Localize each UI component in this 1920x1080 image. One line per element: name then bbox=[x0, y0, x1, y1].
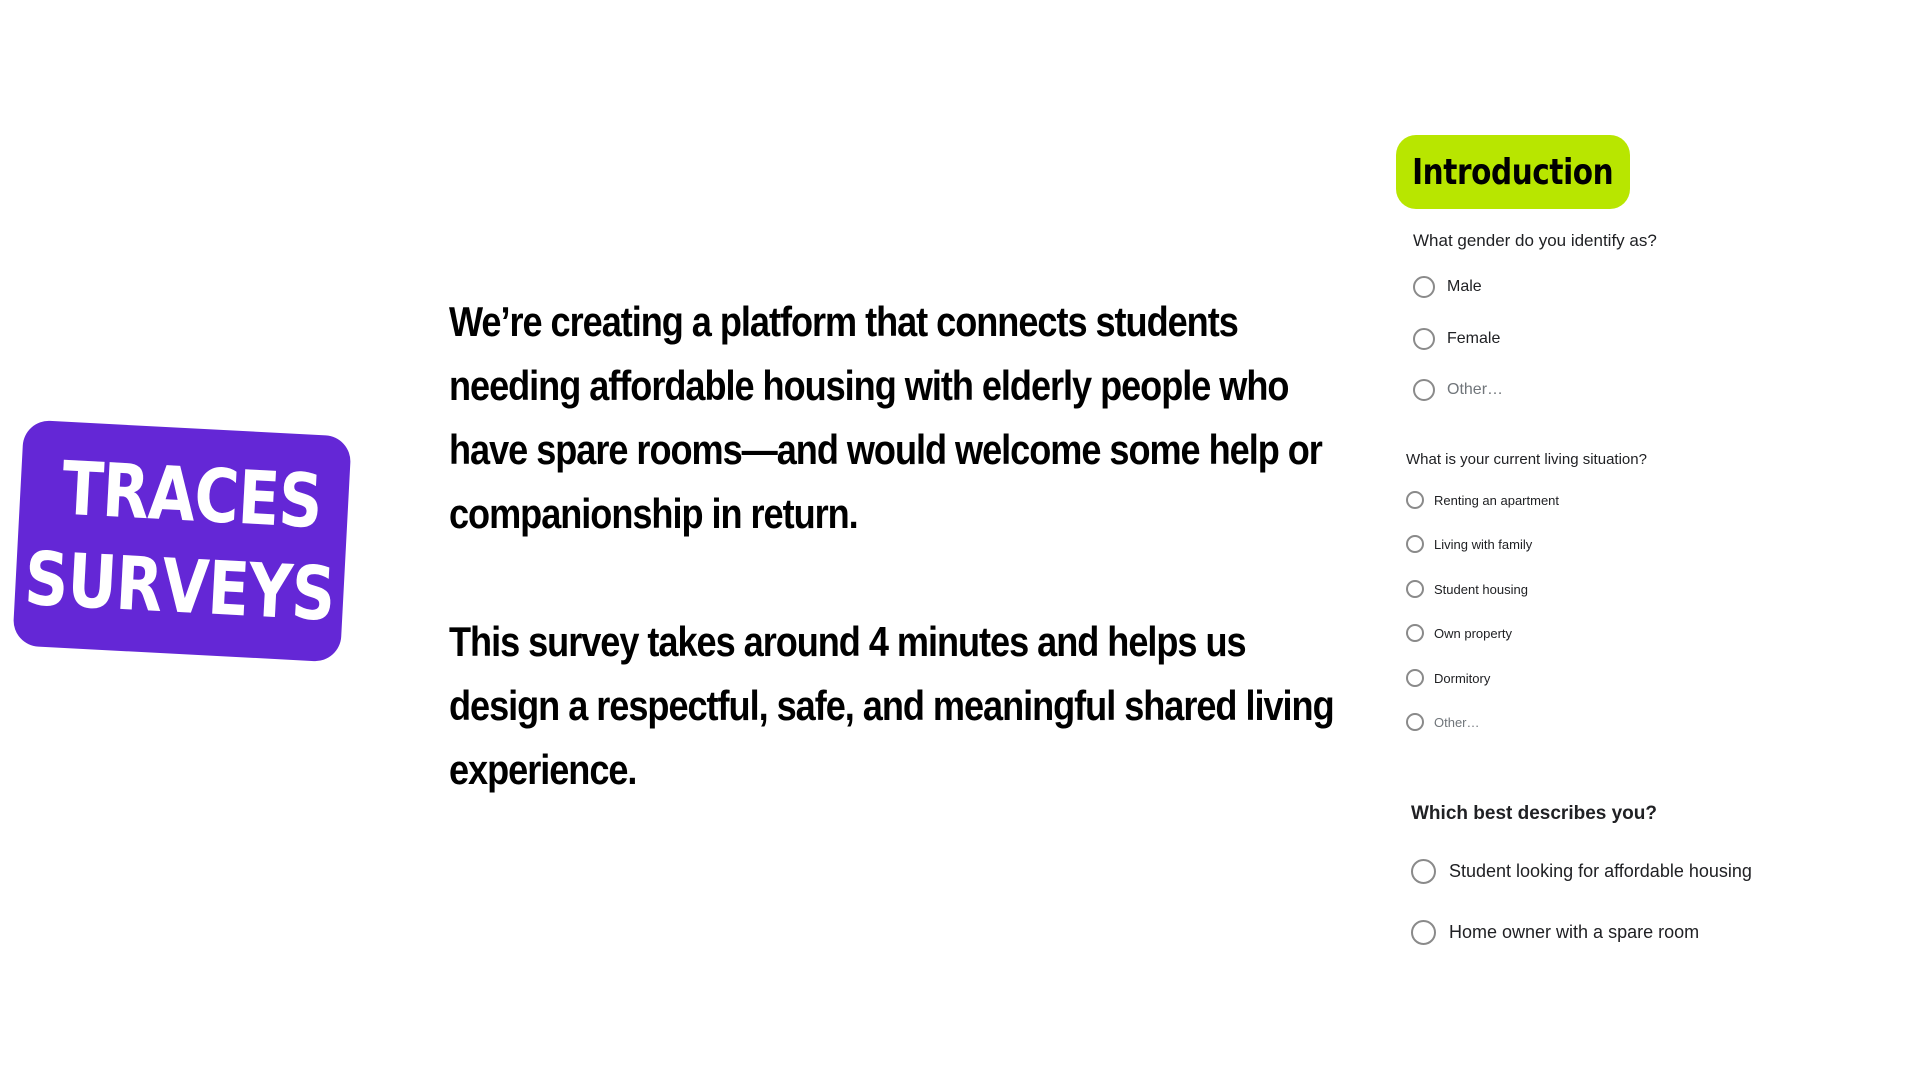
radio-button-icon[interactable] bbox=[1406, 624, 1424, 642]
option-label: Other… bbox=[1447, 381, 1504, 398]
question-describes-you: Which best describes you? bbox=[1411, 803, 1657, 824]
section-label-introduction bbox=[1396, 135, 1630, 209]
option-living-own-property[interactable] bbox=[1406, 624, 1512, 642]
option-living-dormitory[interactable] bbox=[1406, 669, 1490, 687]
option-label: Student housing bbox=[1434, 581, 1528, 597]
logo-line-surveys: SURVEYS bbox=[22, 535, 337, 638]
radio-button-icon[interactable] bbox=[1413, 328, 1435, 350]
radio-button-icon[interactable] bbox=[1406, 713, 1424, 731]
traces-surveys-logo bbox=[12, 420, 351, 663]
option-label: Renting an apartment bbox=[1434, 492, 1560, 508]
radio-button-icon[interactable] bbox=[1411, 920, 1436, 945]
radio-button-icon[interactable] bbox=[1406, 580, 1424, 598]
intro-paragraph-platform: We’re creating a platform that connects students needing affordable housing with elderly people who have spare rooms—and would welcome some help or companionship in return. bbox=[449, 298, 1322, 537]
option-role-student[interactable] bbox=[1411, 859, 1752, 884]
radio-button-icon[interactable] bbox=[1406, 535, 1424, 553]
radio-button-icon[interactable] bbox=[1406, 491, 1424, 509]
option-label: Other… bbox=[1434, 714, 1480, 730]
option-gender-male[interactable] bbox=[1413, 276, 1482, 298]
radio-button-icon[interactable] bbox=[1413, 379, 1435, 401]
option-label: Female bbox=[1447, 330, 1501, 347]
question-gender: What gender do you identify as? bbox=[1413, 231, 1657, 250]
option-living-other[interactable] bbox=[1406, 713, 1480, 731]
option-label: Dormitory bbox=[1434, 670, 1491, 686]
radio-button-icon[interactable] bbox=[1406, 669, 1424, 687]
option-gender-female[interactable] bbox=[1413, 328, 1500, 350]
section-label-text: Introduction bbox=[1412, 151, 1614, 193]
question-living-situation: What is your current living situation? bbox=[1406, 451, 1647, 468]
option-label: Male bbox=[1447, 278, 1482, 295]
option-label: Own property bbox=[1434, 625, 1513, 641]
logo-line-traces: TRACES bbox=[59, 445, 324, 546]
option-role-home-owner[interactable] bbox=[1411, 920, 1699, 945]
option-label: Living with family bbox=[1434, 536, 1533, 552]
option-label: Student looking for affordable housing bbox=[1449, 861, 1752, 881]
radio-button-icon[interactable] bbox=[1411, 859, 1436, 884]
option-living-family[interactable] bbox=[1406, 535, 1532, 553]
intro-paragraph-survey: This survey takes around 4 minutes and helps us design a respectful, safe, and meaningful shared living experience. bbox=[449, 618, 1334, 793]
intro-copy bbox=[449, 290, 1369, 802]
survey-form bbox=[1396, 0, 1896, 1080]
option-label: Home owner with a spare room bbox=[1449, 922, 1700, 942]
option-living-student-housing[interactable] bbox=[1406, 580, 1528, 598]
option-gender-other[interactable] bbox=[1413, 379, 1503, 401]
option-living-renting[interactable] bbox=[1406, 491, 1559, 509]
radio-button-icon[interactable] bbox=[1413, 276, 1435, 298]
